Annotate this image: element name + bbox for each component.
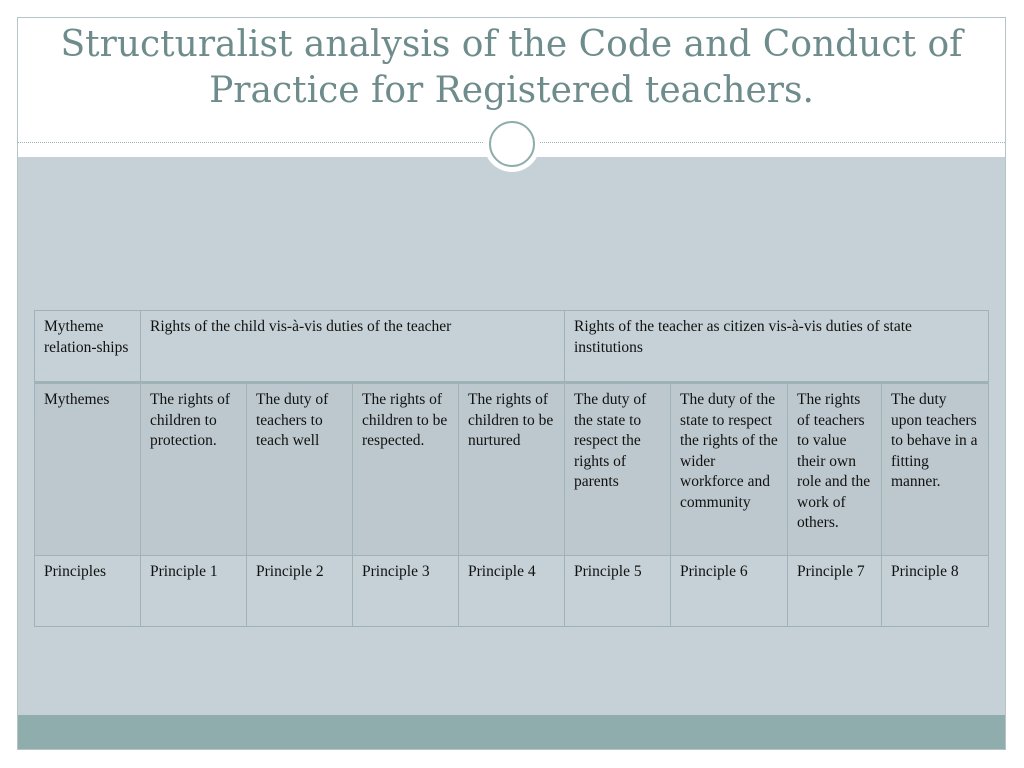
mytheme-cell: The rights of children to be nurtured — [459, 383, 565, 556]
content-area — [18, 157, 1005, 715]
table-row-principles — [35, 556, 989, 627]
mythemes-header-cell: Mythemes — [35, 383, 141, 556]
slide-title: Structuralist analysis of the Code and Conduct of Practice for Registered teachers. — [60, 24, 963, 111]
footer-bar — [18, 715, 1005, 749]
principles-header-cell: Principles — [35, 556, 141, 627]
principle-cell: Principle 1 — [141, 556, 247, 627]
relationships-header-cell: Mytheme relation-ships — [35, 311, 141, 383]
principle-cell: Principle 5 — [565, 556, 671, 627]
mytheme-cell: The duty upon teachers to behave in a fitting manner. — [882, 383, 989, 556]
mytheme-cell: The rights of children to be respected. — [353, 383, 459, 556]
relationship-cell: Rights of the child vis-à-vis duties of the teacher — [141, 311, 565, 383]
principle-cell: Principle 3 — [353, 556, 459, 627]
mytheme-cell: The duty of teachers to teach well — [247, 383, 353, 556]
principle-cell: Principle 7 — [788, 556, 882, 627]
mytheme-cell: The duty of the state to respect the rights of parents — [565, 383, 671, 556]
mytheme-cell: The rights of teachers to value their own role and the work of others. — [788, 383, 882, 556]
circle-ornament-inner — [489, 121, 535, 167]
table-row-mythemes — [35, 383, 989, 556]
mytheme-cell: The duty of the state to respect the rights of the wider workforce and community — [671, 383, 788, 556]
principle-cell: Principle 4 — [459, 556, 565, 627]
circle-ornament — [484, 116, 540, 172]
table-row-relationships — [35, 311, 989, 383]
slide-frame — [17, 17, 1006, 750]
principle-cell: Principle 2 — [247, 556, 353, 627]
relationship-cell: Rights of the teacher as citizen vis-à-vis duties of state institutions — [565, 311, 989, 383]
mytheme-table — [34, 310, 989, 627]
principle-cell: Principle 6 — [671, 556, 788, 627]
mytheme-cell: The rights of children to protection. — [141, 383, 247, 556]
principle-cell: Principle 8 — [882, 556, 989, 627]
